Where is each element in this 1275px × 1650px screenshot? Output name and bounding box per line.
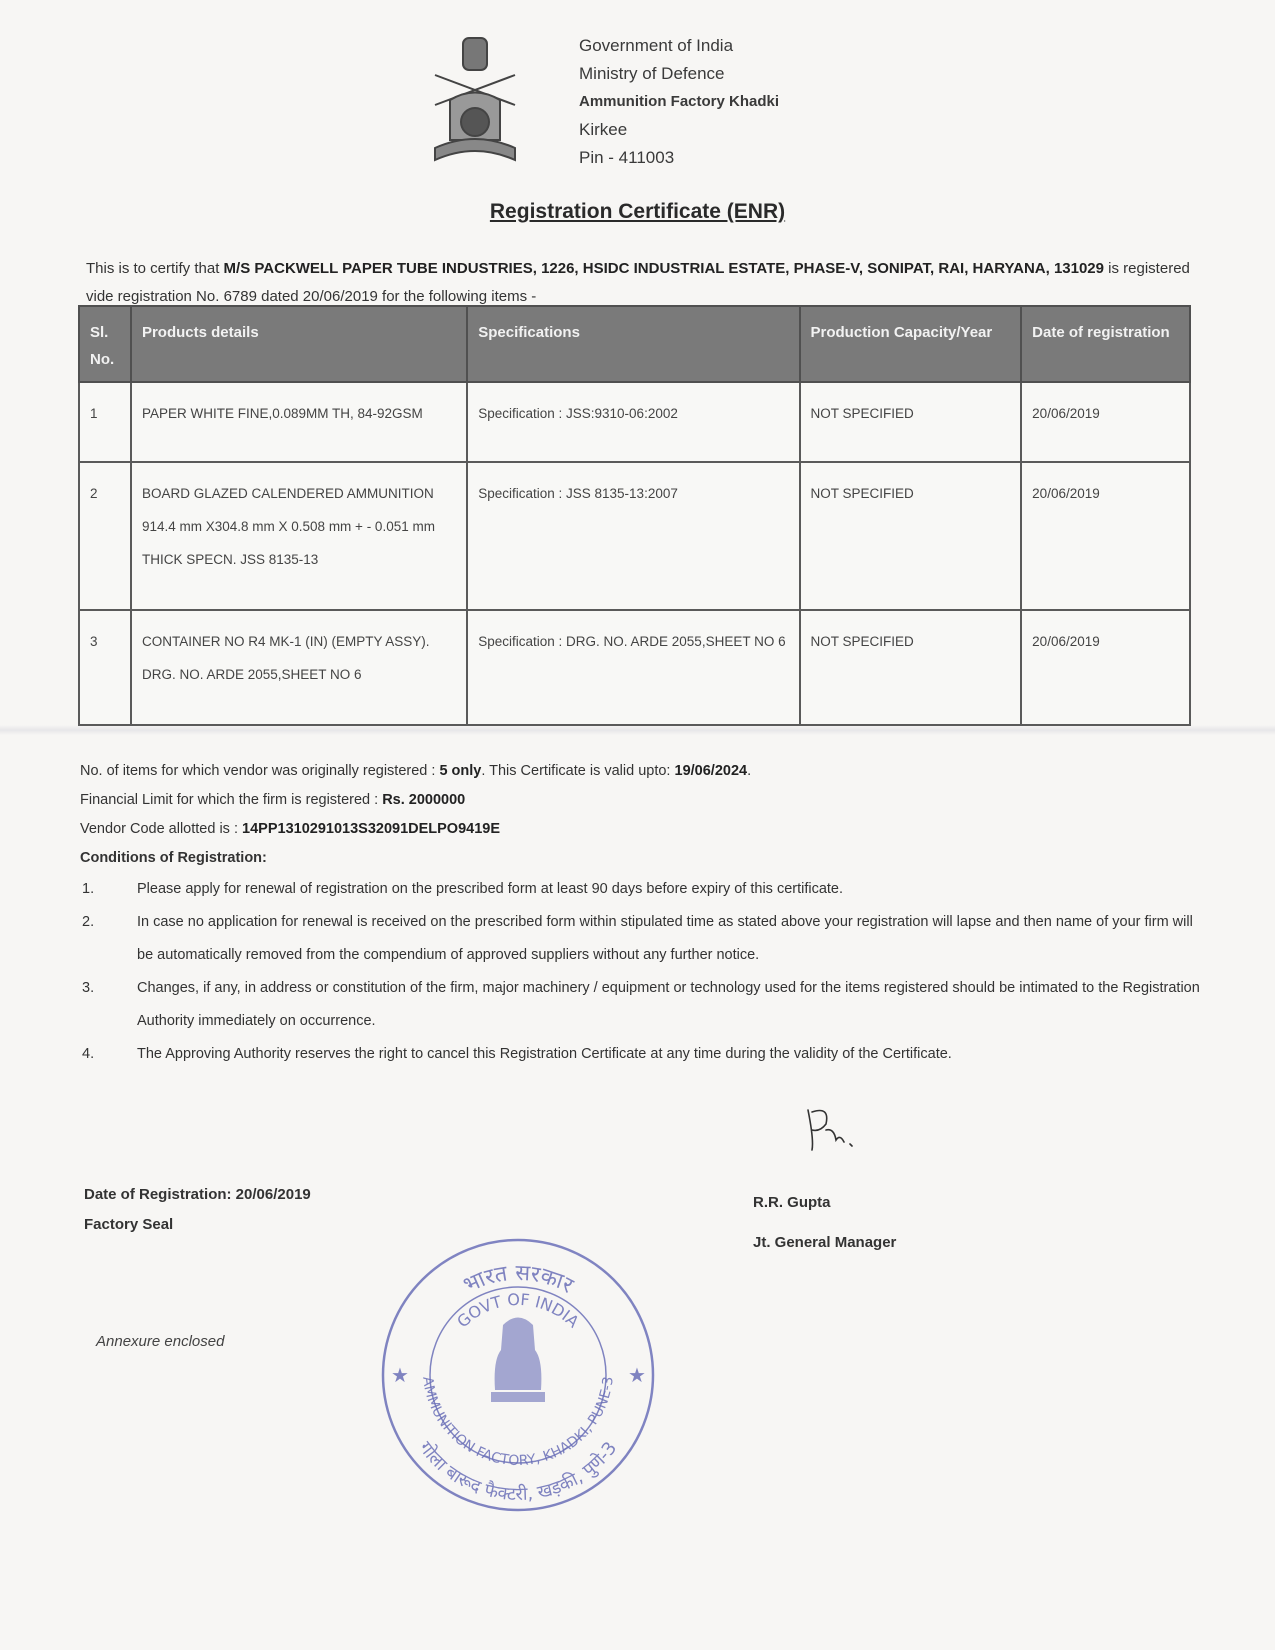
- registered-items-table: [78, 305, 1191, 726]
- footer-date-of-registration: Date of Registration: 20/06/2019: [84, 1186, 311, 1203]
- condition-item: [80, 1038, 1200, 1071]
- condition-item: [80, 873, 1200, 906]
- condition-item: [80, 906, 1200, 972]
- cell-sl: 2: [79, 462, 131, 610]
- svg-text:★: ★: [391, 1363, 409, 1387]
- cell-sl: 3: [79, 610, 131, 725]
- cell-date: 20/06/2019: [1021, 610, 1190, 725]
- header-products-details: Products details: [131, 306, 467, 382]
- header-line-ministry: Ministry of Defence: [579, 64, 725, 83]
- firm-name-address: M/S PACKWELL PAPER TUBE INDUSTRIES, 1226, HSIDC INDUSTRIAL ESTATE, PHASE-V, SONIPAT, RAI, HARYANA, 131029: [223, 260, 1104, 277]
- footer-factory-seal: Factory Seal: [84, 1216, 174, 1233]
- document-title: Registration Certificate (ENR): [489, 200, 786, 223]
- validity-label: . This Certificate is valid upto:: [481, 763, 671, 779]
- table-header-row: [79, 306, 1190, 382]
- vendor-code-line: [80, 815, 1200, 844]
- signature-icon: [800, 1100, 880, 1160]
- validity-date: 19/06/2024: [674, 763, 748, 779]
- items-value: 5 only: [439, 763, 482, 779]
- table-row: [79, 462, 1190, 610]
- cell-date: 20/06/2019: [1021, 462, 1190, 610]
- condition-number: 4.: [82, 1046, 95, 1062]
- items-label: No. of items for which vendor was originally registered :: [80, 763, 436, 779]
- header-line-city: Kirkee: [579, 120, 628, 139]
- conditions-heading: Conditions of Registration:: [80, 850, 267, 866]
- table-row: [79, 382, 1190, 462]
- svg-text:भारत सरकार: भारत सरकार: [459, 1260, 578, 1299]
- cell-product: PAPER WHITE FINE,0.089MM TH, 84-92GSM: [131, 382, 467, 462]
- svg-text:गोला बारूद फैक्टरी, खड़की, पुण: गोला बारूद फैक्टरी, खड़की, पुणे-3: [414, 1437, 622, 1506]
- items-validity-line: No. of items for which vendor was originally registered : 5 only. This Certificate is valid upto: 19/06/2024.: [80, 763, 752, 779]
- header-line-pin: Pin - 411003: [579, 148, 675, 167]
- finance-label: Financial Limit for which the firm is registered :: [80, 792, 379, 808]
- cell-spec: Specification : DRG. NO. ARDE 2055,SHEET NO 6: [467, 610, 799, 725]
- annexure-note: Annexure enclosed: [96, 1333, 225, 1350]
- certification-statement: [86, 255, 1196, 311]
- condition-text: The Approving Authority reserves the right to cancel this Registration Certificate at any time during the validity of the Certificate.: [137, 1046, 952, 1062]
- cell-capacity: NOT SPECIFIED: [800, 382, 1022, 462]
- finance-value: Rs. 2000000: [382, 792, 466, 808]
- signatory-block: [753, 1183, 896, 1263]
- signatory-name: R.R. Gupta: [753, 1194, 831, 1211]
- condition-text: Changes, if any, in address or constitution of the firm, major machinery / equipment or technology used for the items registered should be intimated to the Registration Authority immediately on occurrence.: [137, 980, 1200, 1029]
- condition-number: 3.: [82, 980, 95, 996]
- header-specifications: Specifications: [467, 306, 799, 382]
- registration-footer-left: [84, 1180, 311, 1240]
- factory-seal-stamp-icon: [373, 1230, 663, 1520]
- vendor-code: 14PP1310291013S32091DELPO9419E: [242, 821, 501, 837]
- cell-product: CONTAINER NO R4 MK-1 (IN) (EMPTY ASSY). DRG. NO. ARDE 2055,SHEET NO 6: [131, 610, 467, 725]
- cell-product: BOARD GLAZED CALENDERED AMMUNITION 914.4 mm X304.8 mm X 0.508 mm + - 0.051 mm THICK SPECN. JSS 8135-13: [131, 462, 467, 610]
- svg-text:★: ★: [628, 1363, 646, 1387]
- header-line-government: Government of India: [579, 36, 734, 55]
- cell-spec: Specification : JSS:9310-06:2002: [467, 382, 799, 462]
- army-emblem-icon: [425, 30, 525, 170]
- condition-item: [80, 972, 1200, 1038]
- cell-date: 20/06/2019: [1021, 382, 1190, 462]
- cell-sl: 1: [79, 382, 131, 462]
- header-line-factory: Ammunition Factory Khadki: [579, 93, 780, 110]
- header-date-of-registration: Date of registration: [1021, 306, 1190, 382]
- header-production-capacity: Production Capacity/Year: [800, 306, 1022, 382]
- cell-spec: Specification : JSS 8135-13:2007: [467, 462, 799, 610]
- signatory-title: Jt. General Manager: [753, 1234, 897, 1251]
- cell-capacity: NOT SPECIFIED: [800, 462, 1022, 610]
- registration-details: [80, 757, 1200, 1071]
- intro-prefix: This is to certify that: [86, 260, 220, 277]
- condition-text: In case no application for renewal is received on the prescribed form within stipulated time as stated above your registration will lapse and then name of your firm will be automatically removed from the compendium of approved suppliers without any further notice.: [137, 914, 1193, 963]
- svg-text:AMMUNITION FACTORY, KHADKI, PU: AMMUNITION FACTORY, KHADKI, PUNE-3: [419, 1375, 617, 1470]
- scan-shade: [0, 725, 1275, 735]
- svg-text:GOVT OF INDIA: GOVT OF INDIA: [453, 1289, 583, 1332]
- condition-number: 1.: [82, 881, 95, 897]
- conditions-list: [80, 873, 1200, 1071]
- financial-limit-line: [80, 786, 1200, 815]
- intro-suffix: is registered vide registration No. 6789 dated 20/06/2019 for the following items -: [86, 260, 1190, 305]
- vendor-label: Vendor Code allotted is :: [80, 821, 238, 837]
- header-sl-no: Sl. No.: [79, 306, 131, 382]
- condition-text: Please apply for renewal of registration on the prescribed form at least 90 days before expiry of this certificate.: [137, 881, 844, 897]
- condition-number: 2.: [82, 914, 95, 930]
- cell-capacity: NOT SPECIFIED: [800, 610, 1022, 725]
- table-row: [79, 610, 1190, 725]
- issuer-address: [579, 32, 779, 172]
